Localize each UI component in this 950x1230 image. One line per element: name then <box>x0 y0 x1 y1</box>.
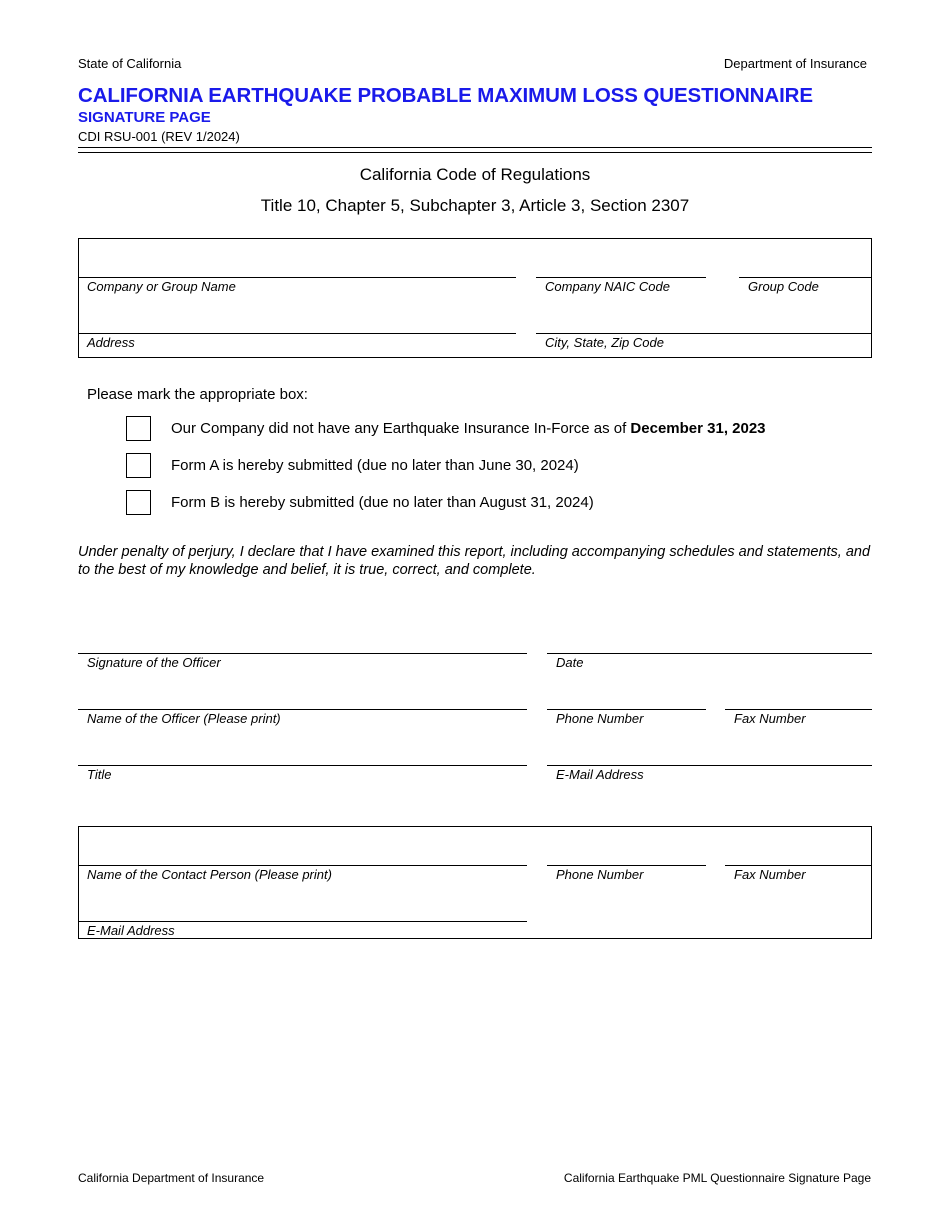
group-code-field[interactable] <box>741 242 870 276</box>
officer-signature-label: Signature of the Officer <box>87 655 221 670</box>
city-state-zip-line <box>536 333 872 334</box>
officer-name-label: Name of the Officer (Please print) <box>87 711 281 726</box>
form-title: CALIFORNIA EARTHQUAKE PROBABLE MAXIMUM LOSS QUESTIONNAIRE <box>78 84 813 107</box>
officer-title-line <box>78 765 527 766</box>
officer-phone-field[interactable] <box>549 674 704 708</box>
contact-email-line <box>78 921 527 922</box>
officer-name-line <box>78 709 527 710</box>
date-field[interactable] <box>549 618 870 652</box>
header-divider-bottom <box>78 152 872 153</box>
officer-phone-label: Phone Number <box>556 711 644 726</box>
officer-title-label: Title <box>87 767 112 782</box>
department-label: Department of Insurance <box>723 56 867 71</box>
group-code-line <box>739 277 872 278</box>
address-line <box>78 333 516 334</box>
contact-email-label: E-Mail Address <box>87 923 175 938</box>
contact-fax-label: Fax Number <box>734 867 806 882</box>
naic-code-field[interactable] <box>538 242 704 276</box>
perjury-declaration: Under penalty of perjury, I declare that I have examined this report, including accompanying schedules and statements, and to the best of my knowledge and belief, it is true, correct, and complete. <box>78 544 871 578</box>
contact-name-label: Name of the Contact Person (Please print) <box>87 867 332 882</box>
officer-name-field[interactable] <box>80 674 525 708</box>
form-subtitle: SIGNATURE PAGE <box>78 109 211 126</box>
form-a-checkbox[interactable] <box>126 453 151 478</box>
officer-email-line <box>547 765 872 766</box>
officer-phone-line <box>547 709 706 710</box>
address-label: Address <box>87 335 135 350</box>
form-id: CDI RSU-001 (REV 1/2024) <box>78 129 240 144</box>
naic-code-line <box>536 277 706 278</box>
officer-email-field[interactable] <box>549 730 870 764</box>
contact-name-line <box>78 865 527 866</box>
officer-title-field[interactable] <box>80 730 525 764</box>
officer-fax-line <box>725 709 872 710</box>
officer-signature-line <box>78 653 527 654</box>
contact-fax-line <box>725 865 872 866</box>
option-form-a-label: Form A is hereby submitted (due no later than June 30, 2024) <box>171 457 579 474</box>
officer-fax-label: Fax Number <box>734 711 806 726</box>
contact-phone-field[interactable] <box>549 830 704 864</box>
contact-phone-line <box>547 865 706 866</box>
option-no-insurance-text: Our Company did not have any Earthquake Insurance In-Force as of <box>171 420 631 437</box>
option-no-insurance-date: December 31, 2023 <box>630 420 766 437</box>
group-code-label: Group Code <box>748 279 819 294</box>
date-line <box>547 653 872 654</box>
regulation-line1: California Code of Regulations <box>359 165 591 184</box>
city-state-zip-label: City, State, Zip Code <box>545 335 664 350</box>
footer-right: California Earthquake PML Questionnaire Signature Page <box>563 1171 871 1185</box>
contact-phone-label: Phone Number <box>556 867 644 882</box>
regulation-line2: Title 10, Chapter 5, Subchapter 3, Article 3, Section 2307 <box>260 196 690 215</box>
header-divider-top <box>78 147 872 148</box>
date-label: Date <box>556 655 584 670</box>
option-no-insurance-label <box>171 420 766 437</box>
company-name-line <box>78 277 516 278</box>
contact-email-field[interactable] <box>80 886 525 920</box>
naic-code-label: Company NAIC Code <box>545 279 670 294</box>
officer-email-label: E-Mail Address <box>556 767 644 782</box>
no-earthquake-insurance-checkbox[interactable] <box>126 416 151 441</box>
form-b-checkbox[interactable] <box>126 490 151 515</box>
company-name-label: Company or Group Name <box>87 279 236 294</box>
footer-left: California Department of Insurance <box>78 1171 265 1185</box>
contact-fax-field[interactable] <box>727 830 870 864</box>
address-field[interactable] <box>80 298 514 332</box>
officer-fax-field[interactable] <box>727 674 870 708</box>
city-state-zip-field[interactable] <box>538 298 870 332</box>
options-prompt: Please mark the appropriate box: <box>87 386 308 403</box>
state-label: State of California <box>78 56 182 71</box>
option-form-b-label: Form B is hereby submitted (due no later than August 31, 2024) <box>171 494 594 511</box>
contact-name-field[interactable] <box>80 830 525 864</box>
company-name-field[interactable] <box>80 242 514 276</box>
officer-signature-field[interactable] <box>80 618 525 652</box>
